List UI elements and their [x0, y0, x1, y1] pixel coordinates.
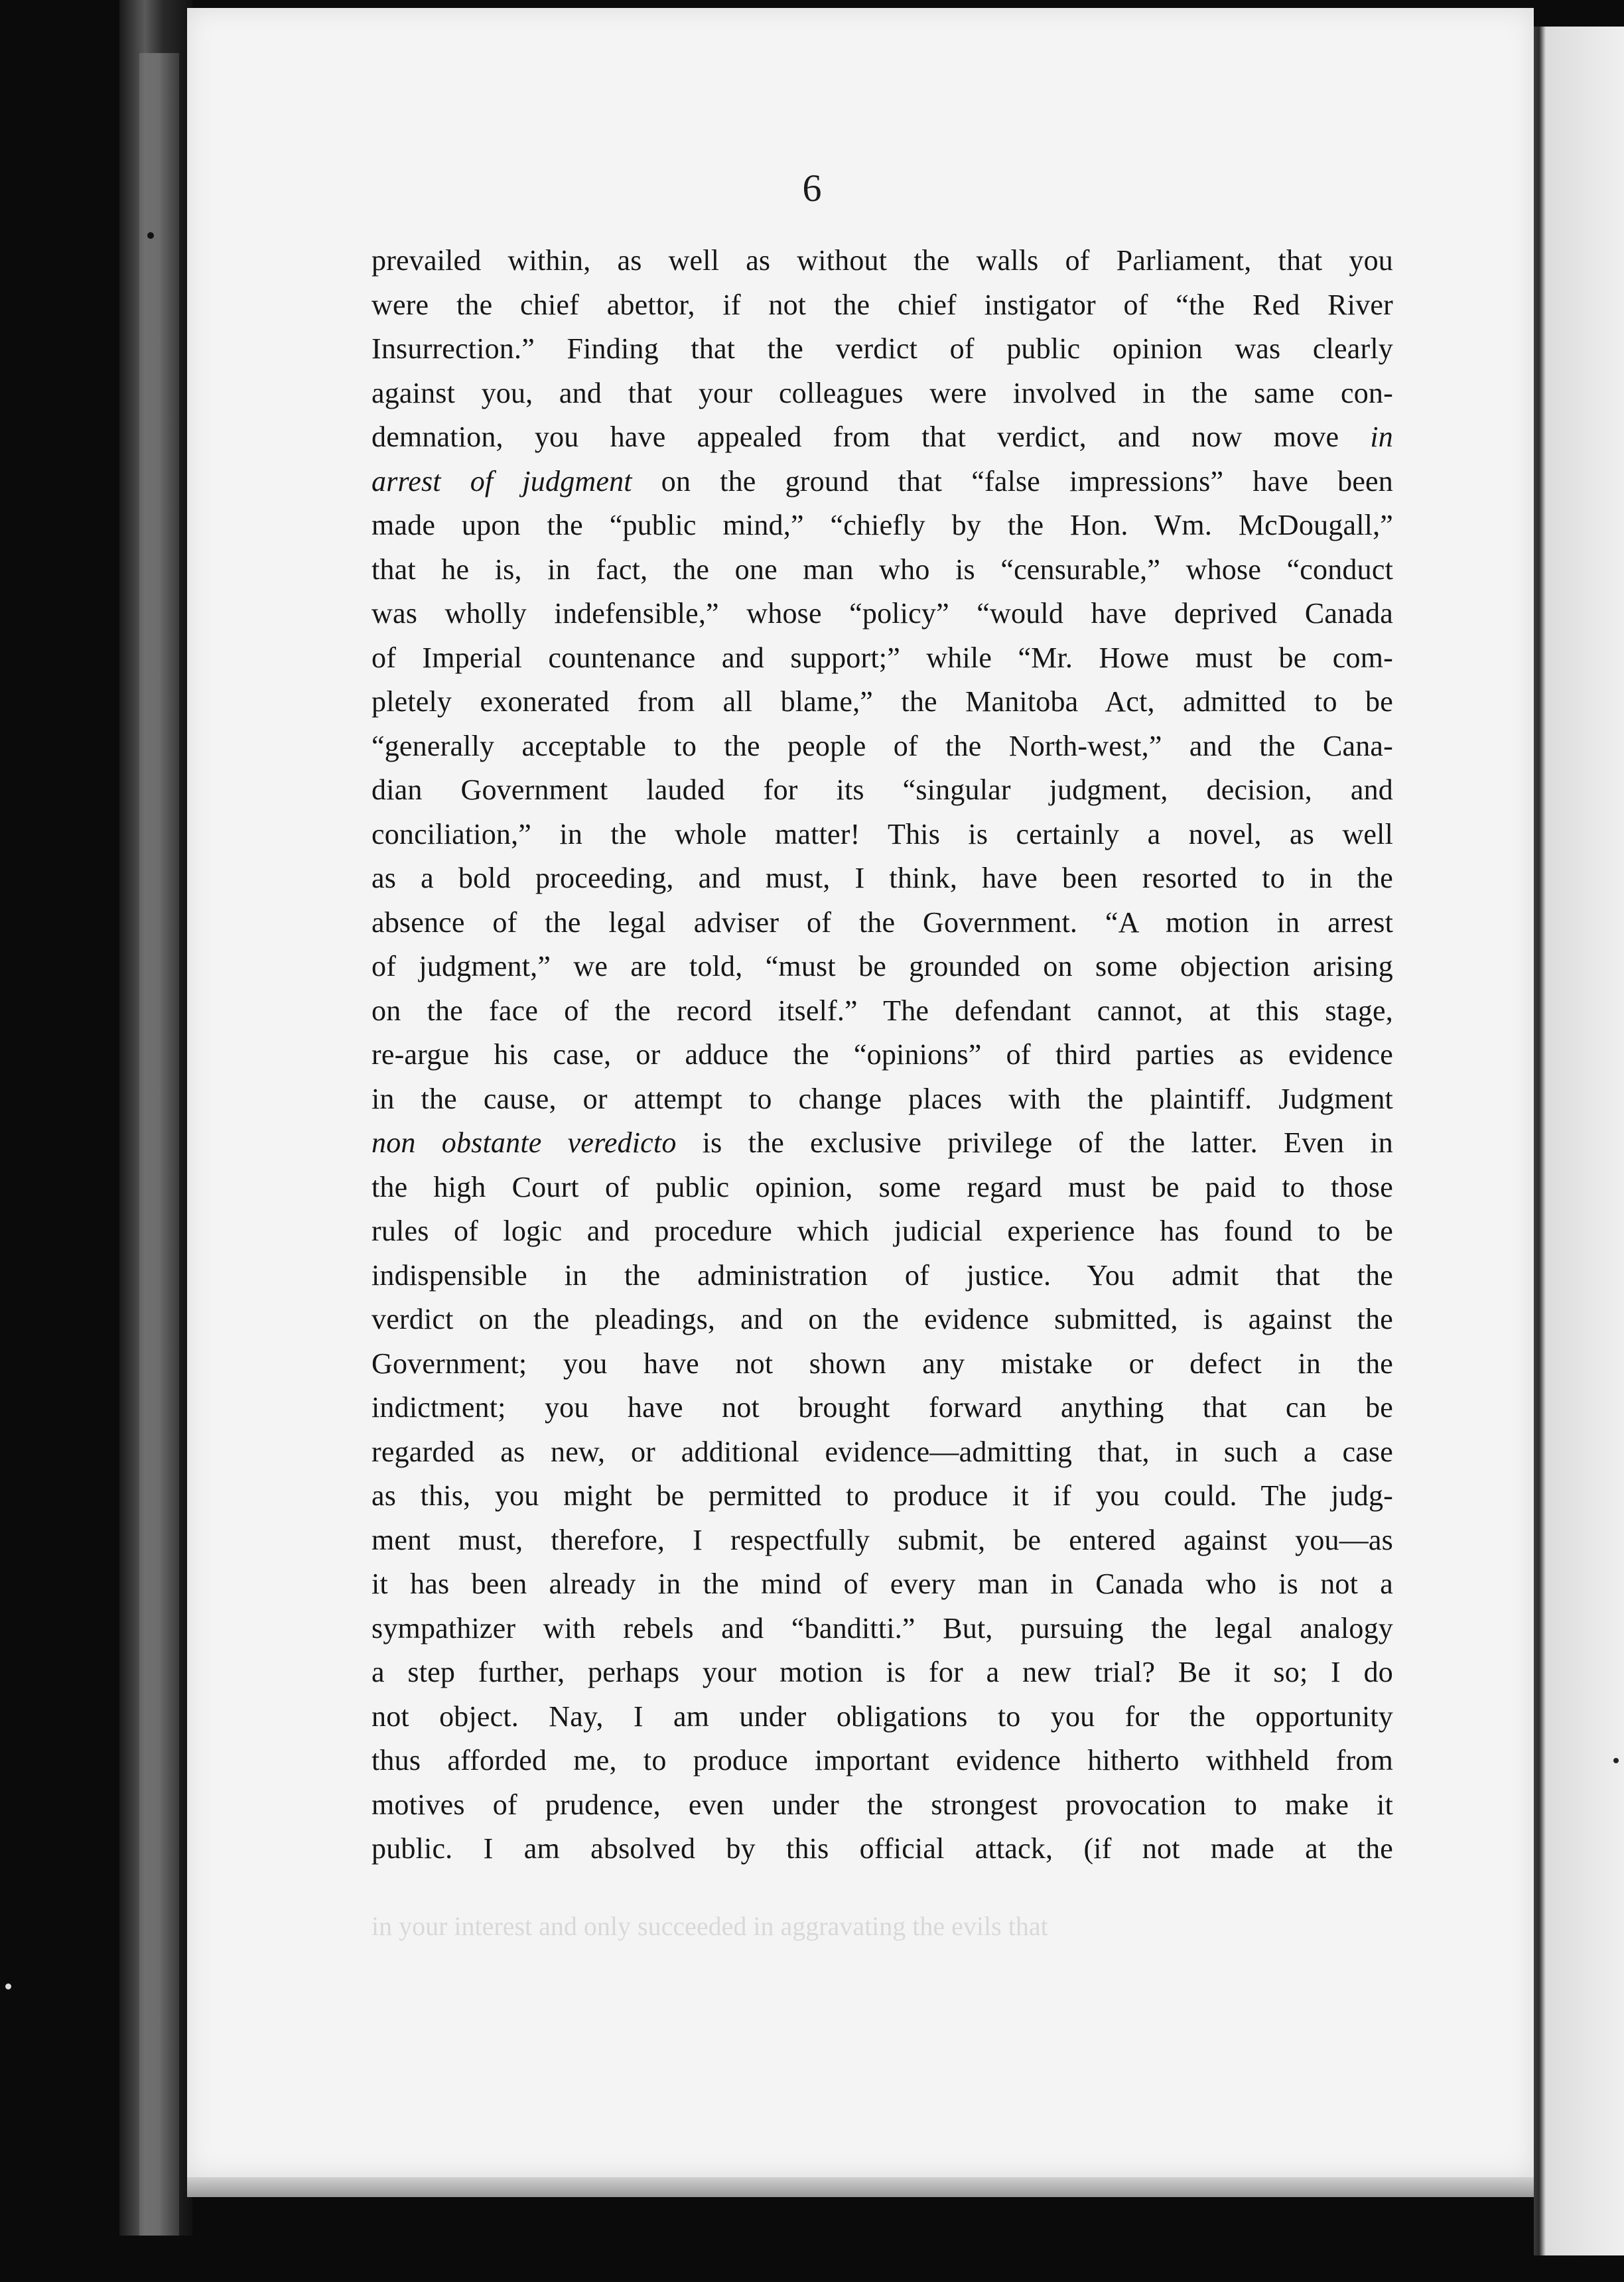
text-line: as a bold proceeding, and must, I think, have been resorted to in the	[372, 862, 1393, 894]
text-line: prevailed within, as well as without the walls of Parliament, that you	[372, 244, 1393, 277]
dust-speck	[5, 1983, 11, 1989]
dust-speck	[1613, 1758, 1619, 1763]
body-text	[372, 239, 1393, 1871]
text-line: motives of prudence, even under the strongest provocation to make it	[372, 1788, 1393, 1821]
italic-phrase: arrest of judgment	[372, 464, 632, 498]
text-line: not object. Nay, I am under obligations to you for the opportunity	[372, 1700, 1393, 1733]
text-line: as this, you might be permitted to produce it if you could. The judg-	[372, 1479, 1393, 1512]
text-line: “generally acceptable to the people of the North-west,” and the Cana-	[372, 729, 1393, 762]
text-line: pletely exonerated from all blame,” the Manitoba Act, admitted to be	[372, 685, 1393, 718]
text-line: rules of logic and procedure which judicial experience has found to be	[372, 1215, 1393, 1247]
binding-highlight	[139, 53, 179, 2236]
dust-speck	[147, 232, 154, 239]
text-line: non obstante veredicto is the exclusive privilege of the latter. Even in	[372, 1126, 1394, 1159]
text-line: arrest of judgment on the ground that “false impressions” have been	[372, 464, 1393, 498]
text-line: against you, and that your colleagues were involved in the same con-	[372, 376, 1393, 409]
text-line: of Imperial countenance and support;” while “Mr. Howe must be com-	[372, 641, 1393, 674]
text-line: on the face of the record itself.” The defendant cannot, at this stage,	[372, 994, 1393, 1027]
adjacent-page-edge	[1534, 27, 1624, 2255]
text-line: absence of the legal adviser of the Government. “A motion in arrest	[372, 906, 1393, 939]
text-line: dian Government lauded for its “singular judgment, decision, and	[372, 773, 1393, 806]
text-line: of judgment,” we are told, “must be grounded on some objection arising	[372, 950, 1393, 982]
text-line: Government; you have not shown any mistake or defect in the	[372, 1347, 1393, 1380]
text-line: made upon the “public mind,” “chiefly by the Hon. Wm. McDougall,”	[372, 509, 1393, 541]
text-line: that he is, in fact, the one man who is “censurable,” whose “conduct	[372, 553, 1393, 586]
text-line: sympathizer with rebels and “banditti.” But, pursuing the legal analogy	[372, 1611, 1393, 1644]
text-line: ment must, therefore, I respectfully submit, be entered against you—as	[372, 1523, 1393, 1556]
text-line: in the cause, or attempt to change places with the plaintiff. Judgment	[372, 1082, 1393, 1115]
page-number: 6	[802, 167, 822, 210]
text-line: was wholly indefensible,” whose “policy” “would have deprived Canada	[372, 597, 1393, 630]
italic-phrase: in	[1370, 421, 1393, 453]
text-line: verdict on the pleadings, and on the evidence submitted, is against the	[372, 1303, 1393, 1335]
text-line: public. I am absolved by this official attack, (if not made at the	[372, 1832, 1393, 1865]
text-line: demnation, you have appealed from that verdict, and now move in	[372, 421, 1393, 453]
text-line: were the chief abettor, if not the chief instigator of “the Red River	[372, 288, 1393, 321]
text-line: the high Court of public opinion, some regard must be paid to those	[372, 1170, 1393, 1203]
text-line: indictment; you have not brought forward anything that can be	[372, 1391, 1393, 1424]
text-line: thus afforded me, to produce important evidence hitherto withheld from	[372, 1744, 1393, 1777]
text-line: Insurrection.” Finding that the verdict of public opinion was clearly	[372, 332, 1393, 365]
text-line: indispensible in the administration of justice. You admit that the	[372, 1258, 1393, 1292]
bleed-through-text: in your interest and only succeeded in aggravating the evils that	[372, 1911, 1048, 1941]
text-line: it has been already in the mind of every man in Canada who is not a	[372, 1568, 1393, 1600]
page-bottom-edge	[187, 2177, 1534, 2197]
italic-phrase: non obstante veredicto	[372, 1126, 677, 1159]
text-line: regarded as new, or additional evidence—admitting that, in such a case	[372, 1435, 1393, 1468]
text-line: a step further, perhaps your motion is for a new trial? Be it so; I do	[372, 1656, 1393, 1688]
text-line: conciliation,” in the whole matter! This is certainly a novel, as well	[372, 817, 1393, 850]
text-line: re-argue his case, or adduce the “opinions” of third parties as evidence	[372, 1038, 1393, 1071]
